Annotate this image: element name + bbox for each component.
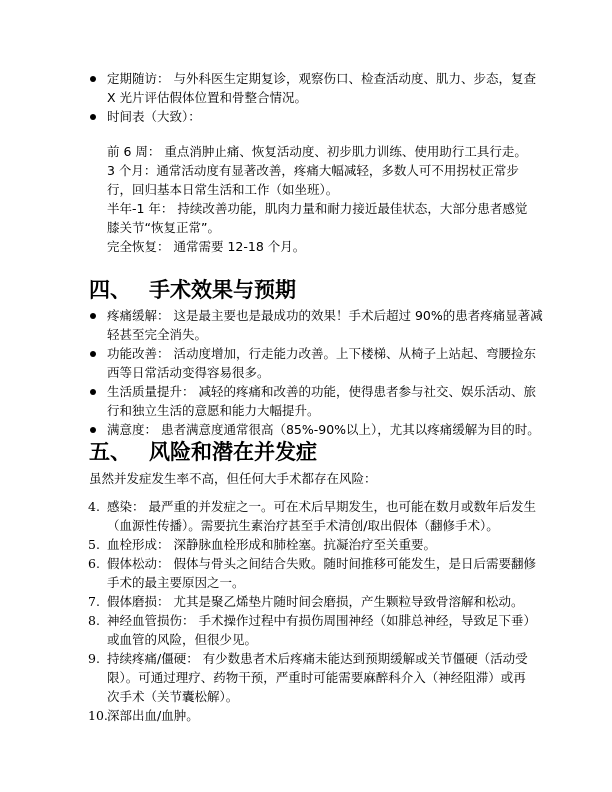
bullet-icon [90, 313, 96, 319]
list-text-line: 神经血管损伤： 手术操作过程中有损伤周围神经（如腓总神经，导致足下垂） [107, 613, 536, 628]
timeline-line: 半年-1 年： 持续改善功能，肌肉力量和耐力接近最佳状态，大部分患者感觉 [107, 201, 528, 216]
list-text-line: 假体磨损： 尤其是聚乙烯垫片随时间会磨损，产生颗粒导致骨溶解和松动。 [107, 594, 524, 609]
list-text-line: 深部出血/血肿。 [107, 708, 199, 723]
list-text-line: 限）。可通过理疗、药物干预，严重时可能需要麻醉科介入（神经阻滞）或再 [107, 670, 526, 685]
timeline-line: 前 6 周： 重点消肿止痛、恢复活动度、初步肌力训练、使用助行工具行走。 [107, 144, 527, 159]
list-text-line: 持续疼痛/僵硬： 有少数患者术后疼痛未能达到预期缓解或关节僵硬（活动受 [107, 651, 528, 666]
list-number: 8. [88, 613, 100, 628]
bullet-icon [90, 114, 96, 120]
bullet-text-line: 行和独立生活的意愿和能力大幅提升。 [107, 403, 320, 418]
section-number: 四、 [89, 278, 131, 302]
section-heading [89, 439, 317, 465]
bullet-text-line: 时间表（大致）： [107, 109, 201, 124]
bullet-text-line: 定期随访： 与外科医生定期复诊，观察伤口、检查活动度、肌力、步态，复查 [107, 71, 536, 86]
list-number: 10. [88, 708, 108, 723]
list-text-line: 次手术（关节囊松解）。 [107, 689, 239, 704]
list-text-line: 手术的最主要原因之一。 [107, 575, 245, 590]
section-title: 风险和潜在并发症 [149, 440, 317, 464]
section-heading [89, 277, 296, 303]
bullet-text-line: X 光片评估假体位置和骨整合情况。 [107, 90, 308, 105]
bullet-text-line: 生活质量提升： 减轻的疼痛和改善的功能，使得患者参与社交、娱乐活动、旅 [107, 384, 536, 399]
section-intro: 虽然并发症发生率不高，但任何大手术都存在风险： [89, 471, 377, 486]
bullet-text-line: 疼痛缓解： 这是最主要也是最成功的效果！手术后超过 90%的患者疼痛显著减 [107, 308, 543, 323]
bullet-text-line: 西等日常活动变得容易很多。 [107, 365, 270, 380]
bullet-icon [90, 76, 96, 82]
list-number: 7. [88, 594, 100, 609]
list-text-line: 感染： 最严重的并发症之一。可在术后早期发生，也可能在数月或数年后发生 [107, 499, 536, 514]
timeline-line: 行，回归基本日常生活和工作（如坐班）。 [107, 182, 339, 197]
list-text-line: 血栓形成： 深静脉血栓形成和肺栓塞。抗凝治疗至关重要。 [107, 537, 436, 552]
list-number: 6. [88, 556, 100, 571]
timeline-line: 3 个月：通常活动度有显著改善，疼痛大幅减轻，多数人可不用拐杖正常步 [107, 163, 519, 178]
list-text-line: 或血管的风险，但很少见。 [107, 632, 258, 647]
bullet-icon [90, 351, 96, 357]
section-title: 手术效果与预期 [149, 278, 296, 302]
bullet-text-line: 功能改善： 活动度增加，行走能力改善。上下楼梯、从椅子上站起、弯腰捡东 [107, 346, 536, 361]
bullet-icon [90, 389, 96, 395]
bullet-icon [90, 427, 96, 433]
list-number: 9. [88, 651, 100, 666]
bullet-text-line: 轻甚至完全消失。 [107, 327, 208, 342]
timeline-line: 完全恢复： 通常需要 12-18 个月。 [107, 239, 306, 254]
section-number: 五、 [89, 440, 131, 464]
bullet-text-line: 满意度： 患者满意度通常很高（85%-90%以上），尤其以疼痛缓解为目的时。 [107, 422, 540, 437]
list-text-line: （血源性传播）。需要抗生素治疗甚至手术清创/取出假体（翻修手术）。 [107, 518, 499, 533]
list-text-line: 假体松动： 假体与骨头之间结合失败。随时间推移可能发生，是日后需要翻修 [107, 556, 536, 571]
timeline-line: 膝关节“恢复正常”。 [107, 220, 220, 235]
list-number: 4. [88, 499, 100, 514]
list-number: 5. [88, 537, 100, 552]
